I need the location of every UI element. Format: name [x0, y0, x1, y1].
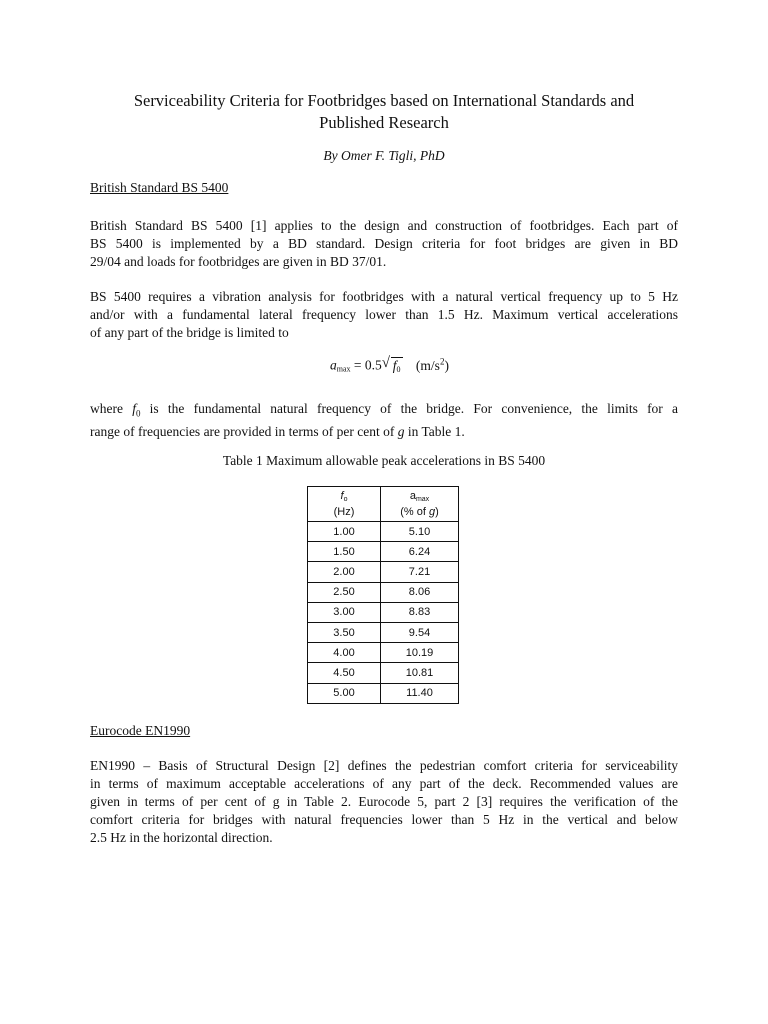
formula-rad-var: f — [392, 357, 397, 373]
table-row — [308, 643, 459, 663]
paragraph-line: BS 5400 requires a vibration analysis for footbridges with a natural vertical frequency up to 5 Hz — [90, 289, 678, 304]
table-row — [308, 562, 459, 582]
table-cell-acceleration: 5.10 — [381, 522, 459, 542]
table-header-acceleration: amax (% of g) — [381, 487, 459, 522]
formula-unit: $(m/s^2)$ — [415, 356, 449, 373]
table-cell-acceleration: 8.83 — [381, 602, 459, 622]
table-cell-acceleration: 9.54 — [381, 622, 459, 642]
section-heading-eurocode: Eurocode EN1990 — [90, 723, 191, 738]
table-cell-frequency: 5.00 — [308, 683, 381, 703]
paragraph-line: where $f_0$ is the fundamental natural frequency of the bridge. For convenience, the limits for a — [90, 401, 679, 419]
paragraph-bs5400-where — [90, 400, 678, 441]
table-cell-acceleration: 10.19 — [381, 643, 459, 663]
table-cell-acceleration: 6.24 — [381, 542, 459, 562]
paragraph-line: BS 5400 is implemented by a BD standard. Design criteria for foot bridges are given in BD — [90, 236, 678, 251]
title-line-1: Serviceability Criteria for Footbridges based on International Standards and — [133, 91, 635, 110]
table-row — [308, 542, 459, 562]
paragraph-bs5400-intro — [90, 217, 678, 271]
table-cell-frequency: 1.00 — [308, 522, 381, 542]
table-row — [308, 582, 459, 602]
paragraph-line: given in terms of per cent of g in Table 2. Eurocode 5, part 2 [3] requires the verification of the — [90, 794, 678, 809]
table-row — [308, 522, 459, 542]
title-line-2: Published Research — [319, 113, 449, 132]
table-caption: Table 1 Maximum allowable peak accelerations in BS 5400 — [222, 453, 546, 468]
paragraph-line: range of frequencies are provided in terms of per cent of g in Table 1. — [90, 423, 465, 439]
paragraph-line: in terms of maximum acceptable accelerations of any part of the deck. Recommended values are — [90, 776, 678, 791]
table-header-frequency: fo (Hz) — [308, 487, 381, 522]
paragraph-line: 2.5 Hz in the horizontal direction. — [90, 830, 273, 845]
table-cell-frequency: 2.00 — [308, 562, 381, 582]
paragraph-line: of any part of the bridge is limited to — [90, 325, 289, 340]
table-cell-frequency: 3.00 — [308, 602, 381, 622]
paragraph-eurocode — [90, 757, 678, 847]
paragraph-line: British Standard BS 5400 [1] applies to the design and construction of footbridges. Each part of — [90, 218, 678, 233]
paragraph-line: comfort criteria for bridges with natural frequencies lower than 5 Hz in the vertical and below — [90, 812, 678, 827]
formula-lhs: a — [330, 357, 337, 373]
table-cell-acceleration: 10.81 — [381, 663, 459, 683]
formula-lhs-sub: max — [336, 364, 351, 374]
table-cell-acceleration: 7.21 — [381, 562, 459, 582]
table-cell-frequency: 4.00 — [308, 643, 381, 663]
document-title — [90, 90, 678, 134]
acceleration-table — [307, 486, 459, 704]
paragraph-line: and/or with a fundamental lateral frequency lower than 1.5 Hz. Maximum vertical accelerations — [90, 307, 678, 322]
acceleration-formula — [330, 356, 449, 374]
table-cell-frequency: 1.50 — [308, 542, 381, 562]
table-cell-frequency: 4.50 — [308, 663, 381, 683]
table-cell-frequency: 2.50 — [308, 582, 381, 602]
table-row — [308, 622, 459, 642]
section-heading-bs5400: British Standard BS 5400 — [90, 180, 229, 195]
table-row — [308, 663, 459, 683]
paragraph-bs5400-vibration — [90, 288, 678, 342]
table-cell-frequency: 3.50 — [308, 622, 381, 642]
paragraph-line: EN1990 – Basis of Structural Design [2] defines the pedestrian comfort criteria for serviceability — [90, 758, 678, 773]
square-root-sign: √ $f_0$ — [381, 354, 401, 374]
table-header-row — [308, 487, 459, 522]
formula-rad-sub: 0 — [396, 364, 401, 374]
paragraph-line: 29/04 and loads for footbridges are given in BD 37/01. — [90, 254, 387, 269]
table-cell-acceleration: 8.06 — [381, 582, 459, 602]
table-row — [308, 602, 459, 622]
table-cell-acceleration: 11.40 — [381, 683, 459, 703]
formula-equals: = 0.5 — [353, 357, 382, 373]
table-row — [308, 683, 459, 703]
author-line: By Omer F. Tigli, PhD — [323, 148, 445, 163]
